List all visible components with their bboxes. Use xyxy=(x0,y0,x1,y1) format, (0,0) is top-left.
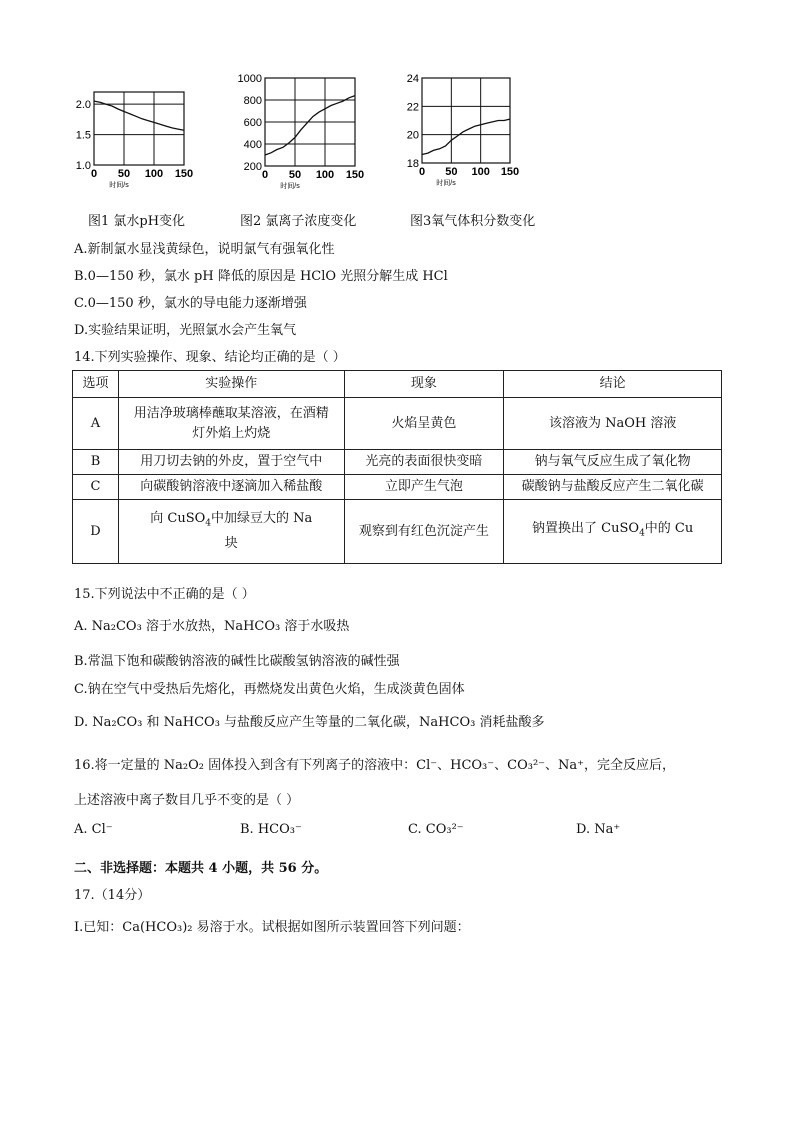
header-conclusion: 结论 xyxy=(504,371,722,398)
figure-2-caption: 图2 氯离子浓度变化 xyxy=(240,214,357,229)
q13-option-c: C.0—150 秒，氯水的导电能力逐渐增强 xyxy=(74,296,307,311)
x-tick-label: 150 xyxy=(500,166,520,178)
row-b-phenomenon: 光亮的表面很快变暗 xyxy=(344,450,504,475)
figure-1-caption: 图1 氯水pH变化 xyxy=(88,214,186,229)
row-d-operation: 向 CuSO$_4$中加绿豆大的 Na 块 xyxy=(118,500,344,564)
row-d-phenomenon: 观察到有红色沉淀产生 xyxy=(344,500,504,564)
y-tick-label: 18 xyxy=(406,158,419,170)
x-tick-label: 100 xyxy=(471,166,490,178)
q14-table xyxy=(72,370,722,564)
q17-line1: Ⅰ.已知：Ca(HCO₃)₂ 易溶于水。试根据如图所示装置回答下列问题： xyxy=(74,920,470,935)
row-c-phenomenon: 立即产生气泡 xyxy=(344,475,504,500)
row-c-operation: 向碳酸钠溶液中逐滴加入稀盐酸 xyxy=(118,475,344,500)
row-a-option: A xyxy=(73,398,119,450)
q16-option-d: D. Na⁺ xyxy=(576,822,621,837)
row-d-option: D xyxy=(73,500,119,564)
x-axis-label: 时间/s xyxy=(436,180,456,187)
y-tick-label: 600 xyxy=(243,117,262,129)
section-2-heading: 二、非选择题：本题共 4 小题，共 56 分。 xyxy=(74,861,328,876)
header-option: 选项 xyxy=(73,371,119,398)
y-tick-label: 200 xyxy=(243,161,262,173)
table-row xyxy=(73,450,722,475)
row-c-conclusion: 碳酸钠与盐酸反应产生二氧化碳 xyxy=(504,475,722,500)
row-a-operation: 用洁净玻璃棒蘸取某溶液，在酒精 灯外焰上灼烧 xyxy=(118,398,344,450)
table-header-row xyxy=(73,371,722,398)
q13-option-d: D.实验结果证明，光照氯水会产生氧气 xyxy=(74,323,297,338)
row-d-conclusion: 钠置换出了 CuSO$_4$中的 Cu xyxy=(504,500,722,564)
q17-heading: 17.（14分） xyxy=(74,888,151,903)
y-tick-label: 22 xyxy=(406,101,419,114)
row-a-conclusion: 该溶液为 NaOH 溶液 xyxy=(504,398,722,450)
x-tick-label: 50 xyxy=(445,166,458,178)
x-tick-label: 0 xyxy=(90,168,98,180)
x-tick-label: 100 xyxy=(144,168,164,180)
y-tick-label: 1.0 xyxy=(75,160,91,172)
row-c-option: C xyxy=(73,475,119,500)
header-phenomenon: 现象 xyxy=(344,371,504,398)
q15-stem: 15.下列说法中不正确的是（ ） xyxy=(74,587,255,602)
table-row xyxy=(73,398,722,450)
x-axis-label: 时间/s xyxy=(109,182,129,189)
x-tick-label: 50 xyxy=(117,168,131,180)
q15-option-d: D. Na₂CO₃ 和 NaHCO₃ 与盐酸反应产生等量的二氧化碳，NaHCO₃ 消耗盐酸多 xyxy=(74,715,545,730)
q14-stem: 14.下列实验操作、现象、结论均正确的是（ ） xyxy=(74,350,346,365)
series-line xyxy=(265,96,355,155)
q16-option-c: C. CO₃²⁻ xyxy=(408,822,464,837)
row-b-operation: 用刀切去钠的外皮，置于空气中 xyxy=(118,450,344,475)
y-tick-label: 800 xyxy=(243,95,262,107)
row-a-phenomenon: 火焰呈黄色 xyxy=(344,398,504,450)
chart-chloride xyxy=(225,68,375,195)
plot-frame xyxy=(94,92,184,165)
chart-oxygen xyxy=(390,68,525,195)
q15-option-c: C.钠在空气中受热后先熔化，再燃烧发出黄色火焰，生成淡黄色固体 xyxy=(74,682,465,697)
q15-option-a: A. Na₂CO₃ 溶于水放热，NaHCO₃ 溶于水吸热 xyxy=(74,619,350,634)
y-tick-label: 1.5 xyxy=(75,129,91,142)
q16-stem-line1: 16.将一定量的 Na₂O₂ 固体投入到含有下列离子的溶液中：Cl⁻、HCO₃⁻、CO₃²⁻、Na⁺，完全反应后， xyxy=(74,758,676,773)
q16-stem-line2: 上述溶液中离子数目几乎不变的是（ ） xyxy=(74,793,300,808)
x-tick-label: 50 xyxy=(288,169,302,181)
row-b-option: B xyxy=(73,450,119,475)
figure-3-caption: 图3氧气体积分数变化 xyxy=(410,214,536,229)
y-tick-label: 20 xyxy=(406,129,419,142)
q13-option-b: B.0—150 秒，氯水 pH 降低的原因是 HClO 光照分解生成 HCl xyxy=(74,269,448,284)
header-operation: 实验操作 xyxy=(118,371,344,398)
series-line xyxy=(422,119,510,154)
table-row xyxy=(73,500,722,564)
series-line xyxy=(94,101,184,130)
chart-ph xyxy=(60,70,200,195)
q16-option-b: B. HCO₃⁻ xyxy=(240,822,302,837)
x-tick-label: 0 xyxy=(418,166,426,178)
y-tick-label: 1000 xyxy=(237,73,262,85)
x-tick-label: 150 xyxy=(345,169,365,181)
y-tick-label: 400 xyxy=(243,139,262,151)
x-axis-label: 时间/s xyxy=(280,183,300,190)
x-tick-label: 100 xyxy=(315,169,335,181)
y-tick-label: 2.0 xyxy=(75,99,91,112)
table-row xyxy=(73,475,722,500)
q16-option-a: A. Cl⁻ xyxy=(74,822,113,837)
q15-option-b: B.常温下饱和碳酸钠溶液的碱性比碳酸氢钠溶液的碱性强 xyxy=(74,654,400,669)
x-tick-label: 0 xyxy=(261,169,269,181)
x-tick-label: 150 xyxy=(174,168,194,180)
y-tick-label: 24 xyxy=(406,73,419,85)
q13-option-a: A.新制氯水显浅黄绿色，说明氯气有强氧化性 xyxy=(74,242,335,257)
row-b-conclusion: 钠与氧气反应生成了氧化物 xyxy=(504,450,722,475)
